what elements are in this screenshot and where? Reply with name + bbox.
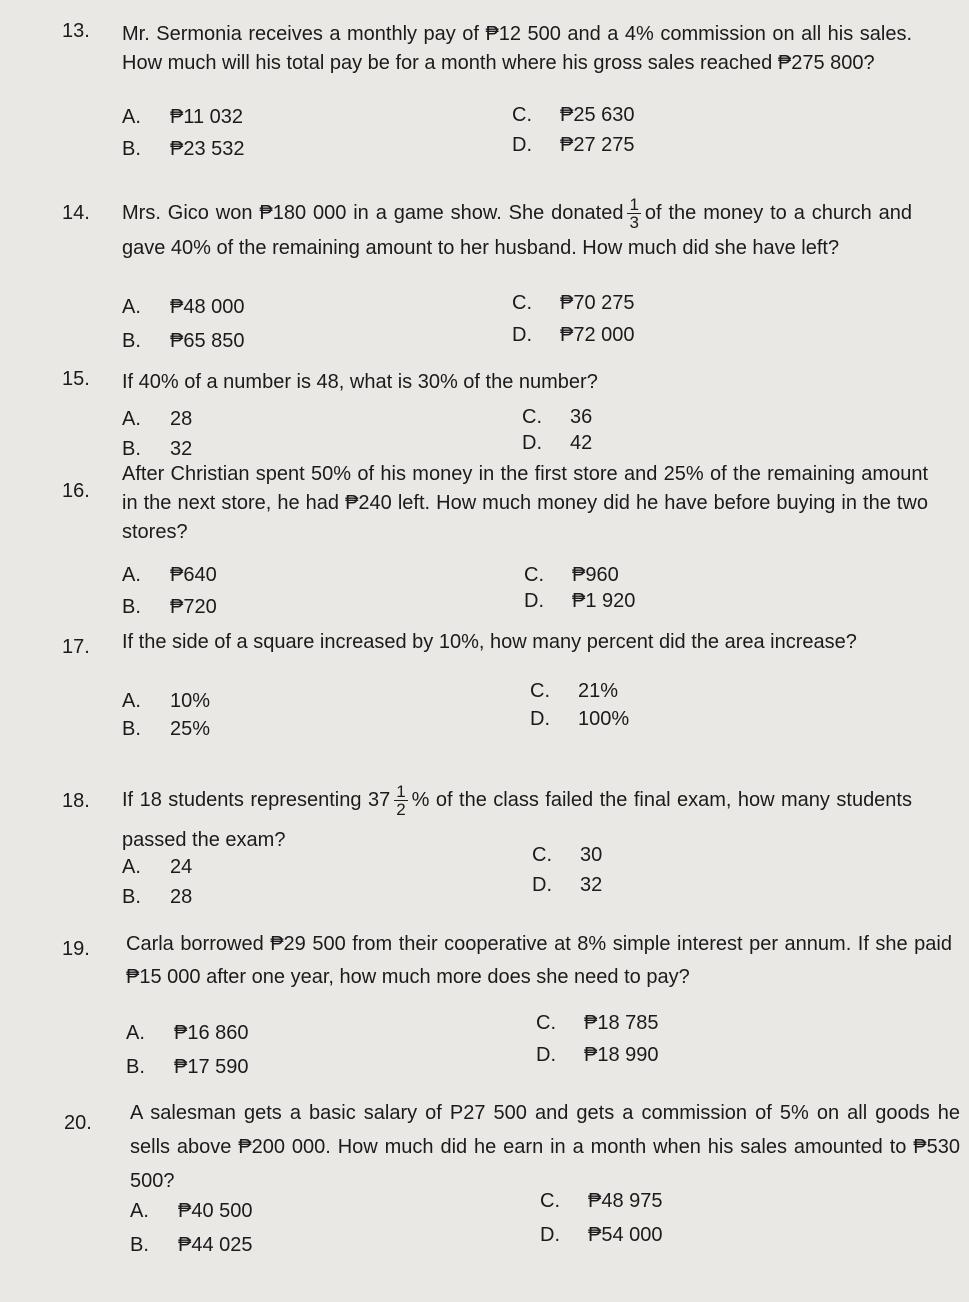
option-d: D. ₱54 000: [540, 1224, 663, 1246]
option-b: B. 25%: [122, 718, 211, 740]
question-text: If 40% of a number is 48, what is 30% of the number?: [122, 371, 598, 393]
option-a: A. ₱40 500: [130, 1200, 253, 1222]
option-b: B. ₱17 590: [126, 1056, 249, 1078]
question-number: 16.: [62, 480, 90, 502]
option-c: C. ₱960: [524, 564, 619, 586]
question-text: After Christian spent 50% of his money in the first store and 25% of the remaining amount in the next store, he had ₱240 left. How much money did he have before buying in the two stores?: [122, 463, 928, 543]
option-d: D. 100%: [530, 708, 630, 730]
option-d: D. ₱1 920: [524, 590, 636, 612]
question-number: 13.: [62, 20, 90, 42]
question-number: 20.: [64, 1112, 92, 1134]
option-b: B. ₱44 025: [130, 1234, 253, 1256]
fraction-one-half: $\frac{1}{2}$: [396, 782, 406, 820]
question-text: If the side of a square increased by 10%, how many percent did the area increase?: [122, 631, 857, 653]
question-number: 14.: [62, 202, 90, 224]
option-d: D. ₱72 000: [512, 324, 635, 346]
question-number: 17.: [62, 636, 90, 658]
option-a: A. ₱48 000: [122, 296, 245, 318]
option-c: C. ₱70 275: [512, 292, 635, 314]
option-d: D. ₱27 275: [512, 134, 635, 156]
option-c: C. 36: [522, 406, 593, 428]
question-text: Carla borrowed ₱29 500 from their cooperative at 8% simple interest per annum. If she paid ₱15 000 after one year, how much more does she need to pay?: [126, 933, 952, 988]
option-a: A. 28: [122, 408, 193, 430]
question-number: 18.: [62, 790, 90, 812]
option-a: A. ₱11 032: [122, 106, 244, 128]
option-d: D. 42: [522, 432, 593, 454]
option-c: C. ₱18 785: [536, 1012, 659, 1034]
question-text: Mr. Sermonia receives a monthly pay of ₱12 500 and a 4% commission on all his sales. How much will his total pay be for a month where his gross sales reached ₱275 800?: [122, 23, 912, 74]
option-a: A. 24: [122, 856, 193, 878]
option-c: C. 21%: [530, 680, 619, 702]
option-c: C. ₱48 975: [540, 1190, 663, 1212]
question-number: 15.: [62, 368, 90, 390]
option-b: B. ₱720: [122, 596, 217, 618]
option-a: A. ₱16 860: [126, 1022, 249, 1044]
question-number: 19.: [62, 938, 90, 960]
question-text: If 18 students representing 37 $\frac{1}{2}$ % of the class failed the final exam, how many students passed the exam?: [122, 782, 912, 851]
option-b: B. 32: [122, 438, 193, 460]
fraction-one-third: $\frac{1}{3}$: [629, 195, 639, 233]
option-d: D. ₱18 990: [536, 1044, 659, 1066]
question-text: Mrs. Gico won ₱180 000 in a game show. She donated $\frac{1}{3}$ of the money to a church and gave 40% of the remaining amount to her husband. How much did she have left?: [122, 195, 912, 260]
option-c: C. 30: [532, 844, 603, 866]
question-text: A salesman gets a basic salary of P27 500 and gets a commission of 5% on all goods he sells above ₱200 000. How much did he earn in a month when his sales amounted to ₱530 500?: [130, 1102, 960, 1192]
option-b: B. ₱23 532: [122, 138, 245, 160]
option-d: D. 32: [532, 874, 603, 896]
option-b: B. ₱65 850: [122, 330, 245, 352]
option-a: A. 10%: [122, 690, 211, 712]
option-a: A. ₱640: [122, 564, 217, 586]
option-c: C. ₱25 630: [512, 104, 635, 126]
option-b: B. 28: [122, 886, 193, 908]
